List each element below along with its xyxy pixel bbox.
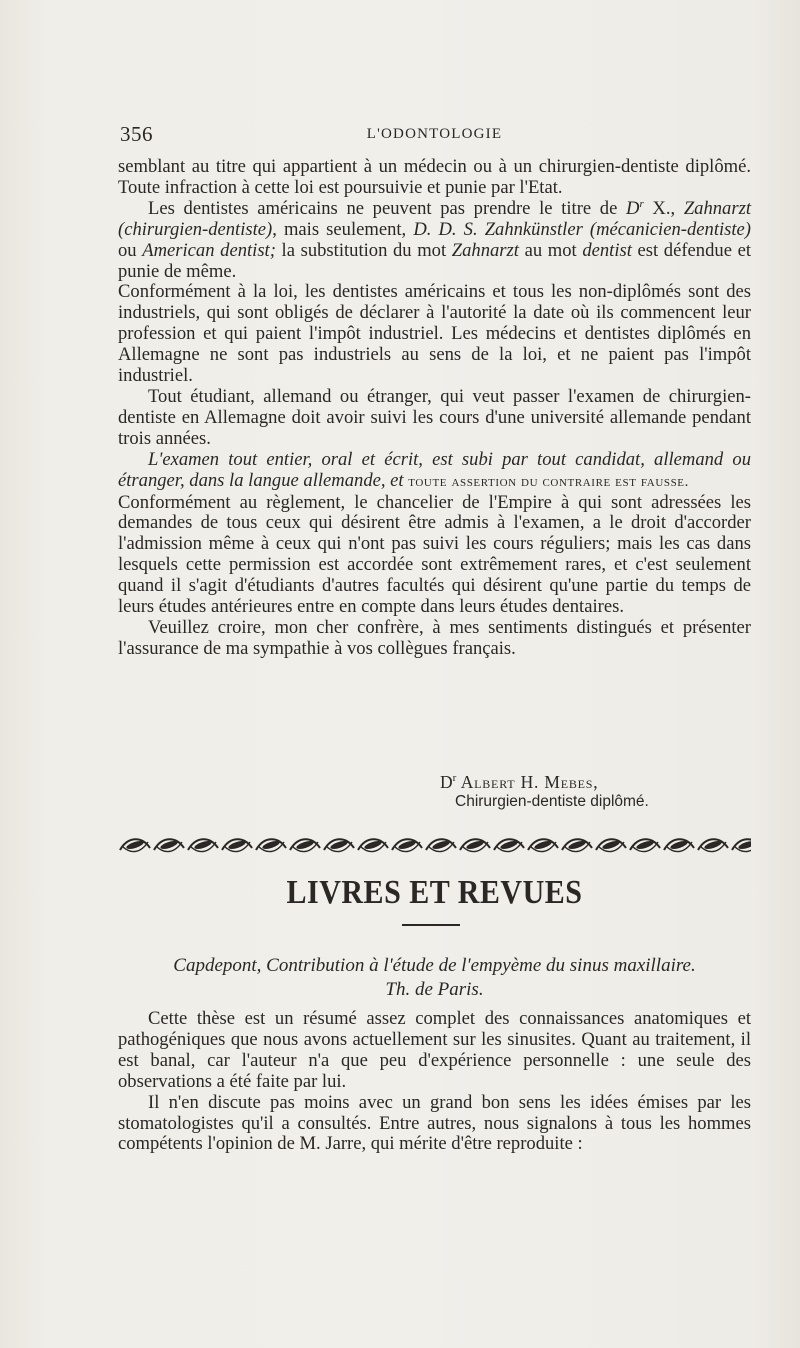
text-run: D <box>626 197 640 219</box>
signature-title: Chirurgien-dentiste diplômé. <box>455 793 649 810</box>
italic-term: Zahnarzt <box>451 239 519 261</box>
page-header <box>118 122 751 148</box>
letter-paragraph-3: Conformément à la loi, les dentistes américains et tous les non-diplômés sont des industriels, qui sont obligés de déclarer à l'autorité la date où ils commencent leur profession et qui paient l'impôt industriel. Les médecins et dentistes diplômés en Allemagne ne sont pas industriels au sens de la loi, et ne paient pas l'impôt industriel. <box>118 281 751 387</box>
book-reference-line-1 <box>118 954 751 978</box>
book-reference-line-2: Th. de Paris. <box>385 979 484 1000</box>
smallcaps-statement: toute assertion du contraire est fausse. <box>408 473 689 490</box>
text-run: X., <box>643 197 684 219</box>
book-reference <box>118 954 751 1002</box>
signature-block <box>118 772 751 812</box>
section-title: LIVRES ET REVUES <box>286 873 583 911</box>
letter-paragraph-6: Conformément au règlement, le chancelier de l'Empire à qui sont adressées les demandes de tous ceux qui désirent être admis à l'examen, a le droit d'accorder l'admission même à ceux qui n'ont pas suivi les cours réguliers; mais les cas dans lesquels cette permission est accordée sont extrêmement rares, et c'est seulement quand il s'agit d'étudiants d'autres facultés qui désirent qu'une partie du temps de leurs études antérieures entre en compte dans leurs études dentaires. <box>118 491 751 618</box>
letter-body <box>118 157 751 660</box>
letter-paragraph-2 <box>118 199 751 283</box>
book-title: Contribution à l'étude de l'empyème du sinus maxillaire. <box>266 955 696 976</box>
italic-term: Zahnarzt (chirurgien-dentiste) <box>118 197 751 240</box>
doctor-abbrev <box>626 198 644 219</box>
italic-term: D. D. S. Zahnkünstler (mécanicien-dentiste) <box>413 218 751 240</box>
superscript: r <box>639 197 644 210</box>
text-run: la substitution du mot <box>275 239 452 261</box>
text-run: est défendue et punie de même. <box>118 239 751 282</box>
text-run: Albert H. Mebes, <box>460 772 599 792</box>
signature-name <box>118 772 751 792</box>
letter-paragraph-7: Veuillez croire, mon cher confrère, à mes sentiments distingués et présenter l'assurance de ma sympathie à vos collègues français. <box>118 616 751 659</box>
text-run: Les dentistes américains ne peuvent pas prendre le titre de <box>148 197 627 219</box>
rope-ornament-icon <box>118 832 751 858</box>
page-number: 356 <box>120 122 153 146</box>
text-run: , mais seulement, <box>272 218 414 240</box>
text-run: D <box>440 772 453 792</box>
running-head: L'ODONTOLOGIE <box>366 126 503 142</box>
review-body <box>118 1009 751 1155</box>
italic-term: dentist <box>582 239 632 261</box>
italic-term: American dentist; <box>142 239 276 261</box>
letter-paragraph-1: semblant au titre qui appartient à un médecin ou à un chirurgien-dentiste diplômé. Toute infraction à cette loi est poursuivie et punie par l'Etat. <box>118 156 751 198</box>
text-run: au mot <box>518 239 583 261</box>
review-paragraph-2: Il n'en discute pas moins avec un grand bon sens les idées émises par les stomatologistes qu'il a consultés. Entre autres, nous signalons à tous les hommes compétents l'opinion de M. Jarre, qui mérite d'être reproduite : <box>118 1091 751 1155</box>
review-paragraph-1: Cette thèse est un résumé assez complet des connaissances anatomiques et pathogéniques que nous avons actuellement sur les sinusites. Quant au traitement, il est banal, car l'auteur n'a que peu d'expérience personnelle : une seule des observations a été faite par lui. <box>118 1008 751 1092</box>
superscript: r <box>452 772 457 785</box>
text-run: ou <box>118 239 143 261</box>
italic-statement: L'examen tout entier, oral et écrit, est subi par tout candidat, allemand ou étranger, dans la langue allemande, et <box>118 448 751 491</box>
letter-paragraph-4: Tout étudiant, allemand ou étranger, qui veut passer l'examen de chirurgien-dentiste en Allemagne doit avoir suivi les cours d'une université allemande pendant trois années. <box>118 385 751 449</box>
title-rule <box>402 924 460 926</box>
letter-paragraph-5 <box>118 450 751 493</box>
book-author: Capdepont, <box>173 955 262 976</box>
